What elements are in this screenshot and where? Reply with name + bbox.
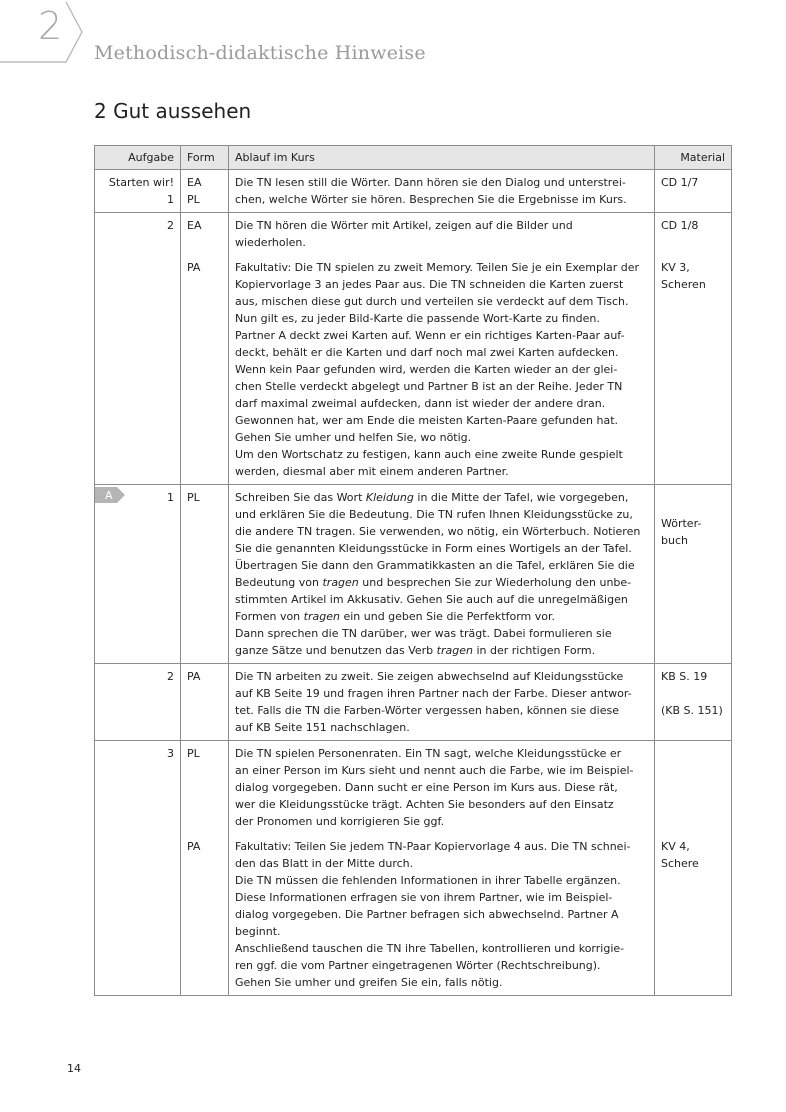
cell-form [181,213,229,485]
ablauf-text: Schreiben Sie das Wort Kleidung in die Mitte der Tafel, wie vorgegeben, und erklären Sie die Bedeutung. Die TN rufen Ihnen Kleidungsstücke zu, die andere TN tragen. Sie verwenden, wo nötig, ein Wörterbuch. Notieren Sie die genannten Kleidungsstücke in Form eines Wortigels an der Tafel. Übertragen Sie dann den Grammatikkasten an die Tafel, erklären Sie die Bedeutung von tragen und besprechen Sie zur Wiederholung den unbe- stimmten Artikel im Akkusativ. Gehen Sie auch auf die unregelmäßigen Formen von tragen ein und geben Sie die Perfektform vor. Dann sprechen die TN darüber, wer was trägt. Dabei formulieren sie ganze Sätze und benutzen das Verb tragen in der richtigen Form. [235,491,641,657]
column-header-ablauf: Ablauf im Kurs [229,146,655,170]
column-header-aufgabe: Aufgabe [95,146,181,170]
material-value: Wörter- buch [661,517,702,547]
column-header-material: Material [655,146,732,170]
cell-ablauf [229,485,655,664]
running-head: Methodisch-didaktische Hinweise [94,42,426,64]
cell-material [655,741,732,996]
table-row [95,664,732,741]
ablauf-text: Die TN lesen still die Wörter. Dann hören sie den Dialog und unterstrei- chen, welche Wörter sie hören. Besprechen Sie die Ergebnisse im Kurs. [235,176,627,206]
lesson-table [94,145,732,996]
cell-aufgabe [95,741,181,996]
ablauf-text: Die TN spielen Personenraten. Ein TN sagt, welche Kleidungsstücke er an einer Person im Kurs sieht und nennt auch die Farbe, wie im Beispiel- dialog vorgegeben. Dann sucht er eine Person im Kurs aus. Diese rät, wer die Kleidungsstücke trägt. Achten Sie besonders auf den Einsatz der Pronomen und korrigieren Sie ggf. [235,747,634,828]
aufgabe-label: 2 [167,219,174,232]
table-row [95,485,732,664]
ablauf-text: Fakultativ: Teilen Sie jedem TN-Paar Kopiervorlage 4 aus. Die TN schnei- den das Blatt in der Mitte durch. Die TN müssen die fehlenden Informationen in ihrer Tabelle ergänzen. Diese Informationen erfragen sie von ihrem Partner, wie im Beispiel- dialog vorgegeben. Die Partner befragen sich abwechselnd. Partner A beginnt. Anschließend tauschen die TN ihre Tabellen, kontrollieren und korrigie- ren ggf. die vom Partner eingetragenen Wörter (Rechtschreibung). Gehen Sie umher und greifen Sie ein, falls nötig. [235,840,631,989]
table-header-row [95,146,732,170]
ablauf-text: Die TN arbeiten zu zweit. Sie zeigen abwechselnd auf Kleidungsstücke auf KB Seite 19 und fragen ihren Partner nach der Farbe. Dieser antwor- tet. Falls die TN die Farben-Wörter vergessen haben, können sie diese auf KB Seite 151 nachschlagen. [235,670,632,734]
table-row [95,170,732,213]
material-value [661,745,725,830]
section-marker-label: A [105,489,113,502]
aufgabe-label: 2 [167,670,174,683]
page-title: 2 Gut aussehen [94,99,252,123]
aufgabe-label: 3 [167,747,174,760]
aufgabe-label: 1 [167,193,174,206]
aufgabe-label: Starten wir! [108,176,174,189]
cell-ablauf [229,170,655,213]
table-row [95,213,732,485]
cell-aufgabe [95,170,181,213]
cell-ablauf [229,741,655,996]
material-value: CD 1/7 [661,176,699,189]
cell-form [181,170,229,213]
cell-aufgabe [95,485,181,664]
cell-form [181,485,229,664]
material-value: CD 1/8 [661,219,699,232]
ablauf-text: Fakultativ: Die TN spielen zu zweit Memory. Teilen Sie je ein Exemplar der Kopiervorlage 3 an jedes Paar aus. Die TN schneiden die Karten zuerst aus, mischen diese gut durch und verteilen sie verdeckt auf dem Tisch. Nun gilt es, zu jeder Bild-Karte die passende Wort-Karte zu finden. Partner A deckt zwei Karten auf. Wenn er ein richtiges Karten-Paar auf- deckt, behält er die Karten und darf noch mal zwei Karten aufdecken. Wenn kein Paar gefunden wird, werden die Karten wieder an der glei- chen Stelle verdeckt abgelegt und Partner B ist an der Reihe. Jeder TN darf maximal zweimal aufdecken, dann ist wieder der andere dran. Gewonnen hat, wer am Ende die meisten Karten-Paare gefunden hat. Gehen Sie umher und helfen Sie, wo nötig. Um den Wortschatz zu festigen, kann auch eine zweite Runde gespielt werden, diesmal aber mit einem anderen Partner. [235,261,640,478]
form-value: PA [187,261,201,274]
emphasized-word: tragen [303,610,340,623]
material-value: KB S. 19 (KB S. 151) [661,670,723,717]
cell-ablauf [229,664,655,741]
material-value: KV 4, Schere [661,840,699,870]
emphasized-word: tragen [436,644,473,657]
cell-material [655,485,732,664]
cell-material [655,170,732,213]
form-value: EA [187,219,202,232]
cell-ablauf [229,213,655,485]
form-value: PA [187,670,201,683]
form-value: PL [187,491,200,504]
form-value: EA PL [187,176,202,206]
column-header-form: Form [181,146,229,170]
cell-material [655,664,732,741]
cell-aufgabe [95,664,181,741]
cell-form [181,741,229,996]
form-value: PL [187,747,200,760]
chapter-number: 2 [38,4,63,48]
table-row [95,741,732,996]
ablauf-text: Die TN hören die Wörter mit Artikel, zeigen auf die Bilder und wiederholen. [235,219,573,249]
emphasized-word: Kleidung [365,491,414,504]
cell-form [181,664,229,741]
aufgabe-label: 1 [167,491,174,504]
cell-aufgabe [95,213,181,485]
page-number: 14 [67,1062,81,1075]
section-marker-tab [95,487,125,503]
emphasized-word: tragen [322,576,359,589]
material-value: KV 3, Scheren [661,261,706,291]
form-value: PA [187,840,201,853]
cell-material [655,213,732,485]
